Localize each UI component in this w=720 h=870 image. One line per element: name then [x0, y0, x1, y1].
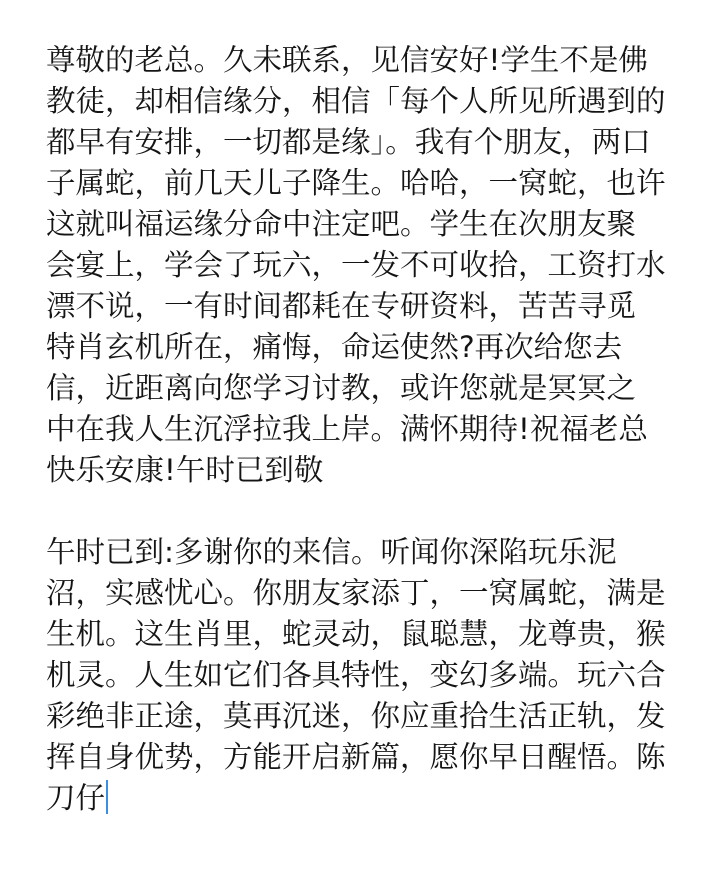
- text-line-content: 刀仔: [46, 781, 106, 815]
- last-text-line: [46, 778, 676, 819]
- text-line: 中在我人生沉浮拉我上岸。满怀期待!祝福老总: [46, 412, 648, 446]
- letter-paragraph: [46, 40, 676, 491]
- text-line: 生机。这生肖里，蛇灵动，鼠聪慧，龙尊贵，猴: [46, 617, 666, 651]
- text-line: 子属蛇，前几天儿子降生。哈哈，一窝蛇，也许: [46, 166, 666, 200]
- text-line: 沼，实感忧心。你朋友家添丁，一窝属蛇，满是: [46, 576, 666, 610]
- text-line: 漂不说，一有时间都耗在专研资料，苦苦寻觅: [46, 289, 637, 323]
- reply-paragraph: [46, 532, 676, 819]
- text-line: 挥自身优势，方能开启新篇，愿你早日醒悟。陈: [46, 740, 666, 774]
- text-line: 都早有安排，一切都是缘」。我有个朋友，两口: [46, 125, 651, 159]
- text-line: 会宴上，学会了玩六，一发不可收拾，工资打水: [46, 248, 666, 282]
- text-line: 午时已到:多谢你的来信。听闻你深陷玩乐泥: [46, 535, 617, 569]
- text-editor[interactable]: [46, 40, 676, 819]
- text-line: 快乐安康!午时已到敬: [46, 453, 324, 487]
- text-line: 机灵。人生如它们各具特性，变幻多端。玩六合: [46, 658, 666, 692]
- text-line: 尊敬的老总。久未联系，见信安好!学生不是佛: [46, 43, 648, 77]
- text-line: 彩绝非正途，莫再沉迷，你应重拾生活正轨，发: [46, 699, 666, 733]
- text-line: 信，近距离向您学习讨教，或许您就是冥冥之: [46, 371, 637, 405]
- text-line: 教徒，却相信缘分，相信「每个人所见所遇到的: [46, 84, 666, 118]
- text-line: 这就叫福运缘分命中注定吧。学生在次朋友聚: [46, 207, 637, 241]
- text-cursor: [106, 780, 108, 814]
- paragraph-spacer: [46, 491, 676, 532]
- text-line: 特肖玄机所在，痛悔，命运使然?再次给您去: [46, 330, 623, 364]
